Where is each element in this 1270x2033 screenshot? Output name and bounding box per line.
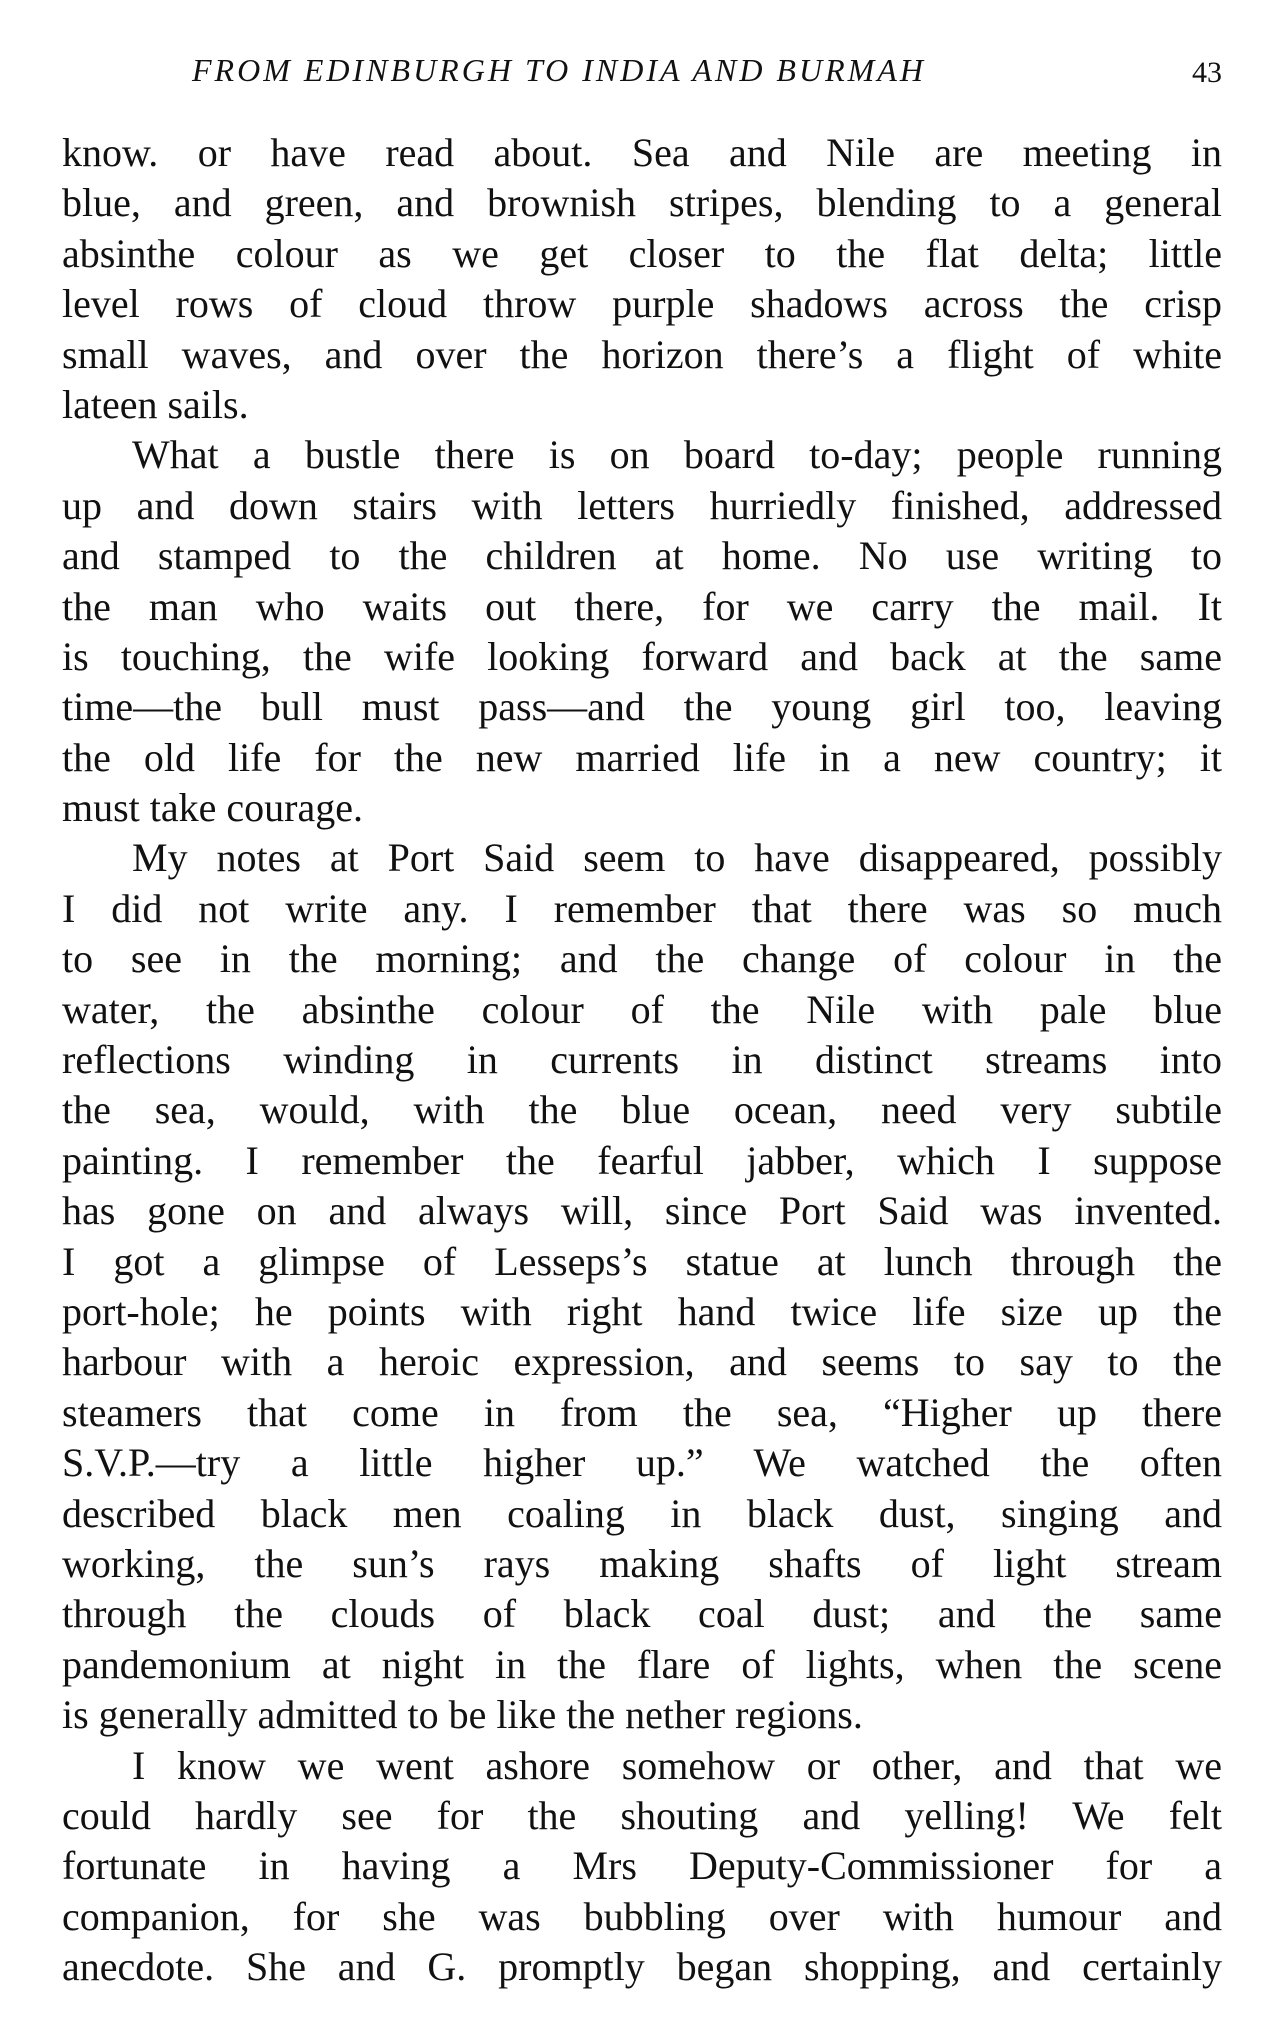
running-title: FROM EDINBURGH TO INDIA AND BURMAH	[192, 52, 926, 88]
body-text	[62, 128, 1222, 1992]
paragraph	[62, 1741, 1222, 1993]
text-line: water, the absinthe colour of the Nile with pale blue	[62, 986, 1222, 1032]
text-line: lateen sails.	[62, 381, 249, 427]
text-line: the man who waits out there, for we carry the mail. It	[62, 583, 1222, 629]
text-line: My notes at Port Said seem to have disappeared, possibly	[132, 835, 1222, 881]
text-line: I know we went ashore somehow or other, and that we	[132, 1742, 1222, 1788]
text-line: up and down stairs with letters hurriedly finished, addressed	[62, 482, 1222, 528]
text-line: working, the sun’s rays making shafts of light stream	[62, 1540, 1222, 1586]
text-line: through the clouds of black coal dust; and the same	[62, 1591, 1222, 1637]
text-line: know. or have read about. Sea and Nile are meeting in	[62, 130, 1222, 175]
text-line: painting. I remember the fearful jabber, which I suppose	[62, 1137, 1222, 1183]
text-line: is touching, the wife looking forward and back at the same	[62, 633, 1222, 679]
text-line: has gone on and always will, since Port Said was invented.	[62, 1188, 1222, 1234]
text-line: absinthe colour as we get closer to the flat delta; little	[62, 230, 1222, 276]
text-line: blue, and green, and brownish stripes, blending to a general	[62, 180, 1222, 226]
text-line: S.V.P.—try a little higher up.” We watched the often	[62, 1440, 1222, 1486]
text-line: time—the bull must pass—and the young girl too, leaving	[62, 684, 1222, 730]
text-line: small waves, and over the horizon there’s a flight of white	[62, 331, 1222, 377]
text-line: I did not write any. I remember that there was so much	[62, 885, 1222, 931]
text-line: I got a glimpse of Lesseps’s statue at lunch through the	[62, 1238, 1222, 1284]
text-line: the sea, would, with the blue ocean, need very subtile	[62, 1087, 1222, 1133]
text-line: must take courage.	[62, 785, 363, 831]
text-line: port-hole; he points with right hand twice life size up the	[62, 1288, 1222, 1334]
paragraph	[62, 128, 1222, 430]
text-line: pandemonium at night in the flare of lights, when the scene	[62, 1641, 1222, 1687]
page-header	[62, 52, 1222, 96]
text-line: companion, for she was bubbling over with humour and	[62, 1893, 1222, 1939]
paragraph	[62, 833, 1222, 1740]
text-line: harbour with a heroic expression, and seems to say to the	[62, 1339, 1222, 1385]
text-line: anecdote. She and G. promptly began shopping, and certainly	[62, 1944, 1222, 1990]
text-line: the old life for the new married life in a new country; it	[62, 734, 1222, 780]
text-line: and stamped to the children at home. No use writing to	[62, 533, 1222, 579]
paragraph	[62, 430, 1222, 833]
text-line: What a bustle there is on board to-day; people running	[132, 432, 1222, 478]
text-line: could hardly see for the shouting and yelling! We felt	[62, 1792, 1222, 1838]
text-line: described black men coaling in black dust, singing and	[62, 1490, 1222, 1536]
text-line: is generally admitted to be like the nether regions.	[62, 1692, 863, 1738]
text-line: reflections winding in currents in distinct streams into	[62, 1037, 1222, 1083]
text-line: fortunate in having a Mrs Deputy-Commissioner for a	[62, 1843, 1222, 1889]
text-line: level rows of cloud throw purple shadows across the crisp	[62, 281, 1222, 327]
page-number: 43	[1192, 56, 1222, 89]
text-line: steamers that come in from the sea, “Higher up there	[62, 1389, 1222, 1435]
text-line: to see in the morning; and the change of colour in the	[62, 936, 1222, 982]
